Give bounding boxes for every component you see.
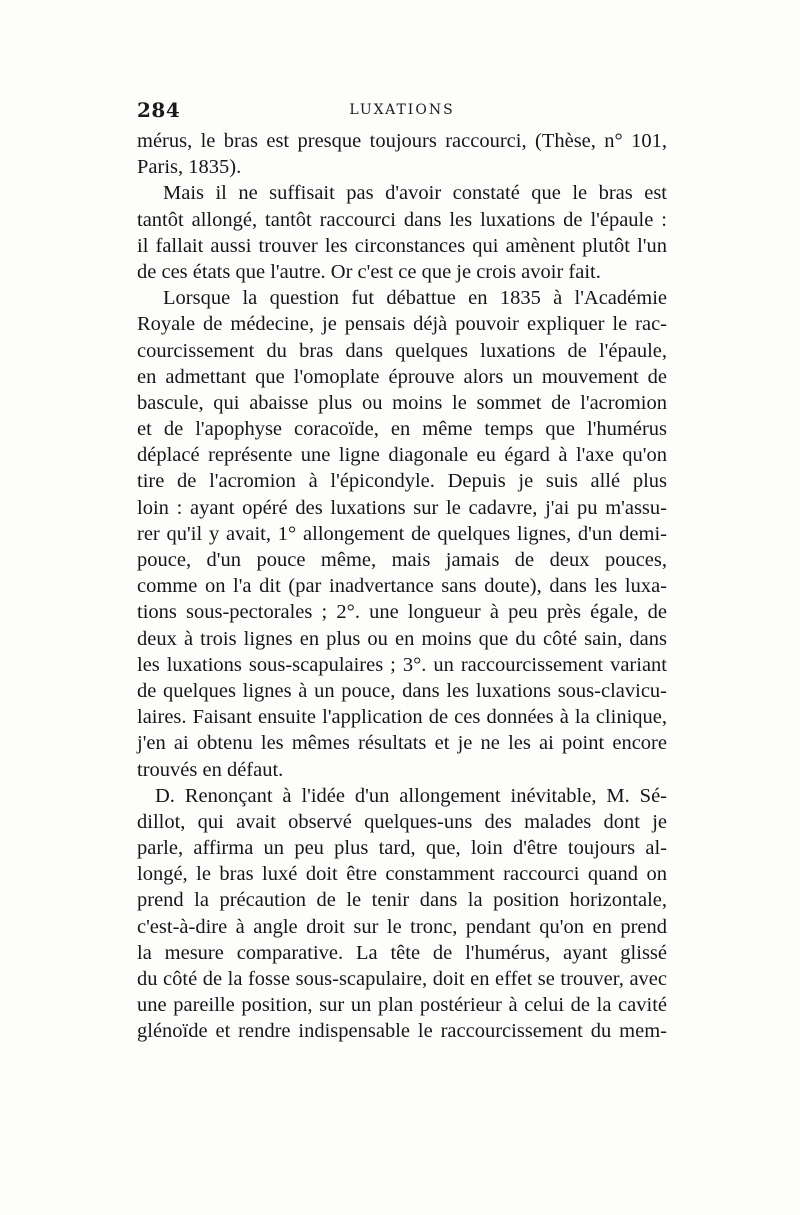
text-line: courcissement du bras dans quelques luxations de l'épaule, — [137, 339, 667, 362]
text-line: glénoïde et rendre indispensable le raccourcissement du mem- — [137, 1020, 667, 1043]
text-line: prend la précaution de le tenir dans la position horizontale, — [137, 889, 667, 912]
text-line: longé, le bras luxé doit être constamment raccourci quand on — [137, 863, 667, 886]
text-line: Mais il ne suffisait pas d'avoir constaté que le bras est — [163, 182, 667, 205]
text-line: Royale de médecine, je pensais déjà pouvoir expliquer le rac- — [137, 313, 667, 336]
text-line: c'est-à-dire à angle droit sur le tronc, pendant qu'on en prend — [137, 915, 667, 938]
text-line: deux à trois lignes en plus ou en moins que du côté sain, dans — [137, 627, 667, 650]
body-text — [137, 128, 667, 1045]
text-line: et de l'apophyse coracoïde, en même temps que l'humérus — [137, 418, 667, 441]
page-number: 284 — [137, 98, 181, 122]
text-line: dillot, qui avait observé quelques-uns des malades dont je — [137, 810, 667, 833]
text-line: du côté de la fosse sous-scapulaire, doit en effet se trouver, avec — [137, 968, 667, 990]
text-line: trouvés en défaut. — [137, 758, 284, 781]
text-line: les luxations sous-scapulaires ; 3°. un raccourcissement variant — [137, 653, 667, 676]
text-line: rer qu'il y avait, 1° allongement de quelques lignes, d'un demi- — [137, 522, 667, 545]
text-line: D. Renonçant à l'idée d'un allongement inévitable, M. Sé- — [155, 784, 667, 807]
text-line: déplacé représente une ligne diagonale eu égard à l'axe qu'on — [137, 444, 667, 467]
text-line: j'en ai obtenu les mêmes résultats et je ne les ai point encore — [137, 732, 667, 755]
page-header — [137, 98, 667, 128]
text-line: tions sous-pectorales ; 2°. une longueur à peu près égale, de — [137, 601, 667, 624]
text-line: laires. Faisant ensuite l'application de ces données à la clinique, — [137, 706, 667, 729]
text-line: Paris, 1835). — [137, 156, 242, 179]
text-line: de quelques lignes à un pouce, dans les luxations sous-clavicu- — [137, 679, 667, 702]
text-line: loin : ayant opéré des luxations sur le cadavre, j'ai pu m'assu- — [137, 496, 667, 519]
text-line: bascule, qui abaisse plus ou moins le sommet de l'acromion — [137, 391, 667, 414]
text-line: tire de l'acromion à l'épicondyle. Depuis je suis allé plus — [137, 470, 667, 493]
text-line: de ces états que l'autre. Or c'est ce que je crois avoir fait. — [137, 260, 601, 283]
text-line: une pareille position, sur un plan postérieur à celui de la cavité — [137, 994, 667, 1017]
text-line: pouce, d'un pouce même, mais jamais de deux pouces, — [137, 549, 667, 571]
text-line: mérus, le bras est presque toujours raccourci, (Thèse, n° 101, — [137, 130, 667, 152]
text-line: tantôt allongé, tantôt raccourci dans les luxations de l'épaule : — [137, 208, 667, 231]
running-head: LUXATIONS — [349, 102, 455, 118]
text-line: il fallait aussi trouver les circonstances qui amènent plutôt l'un — [137, 234, 667, 257]
text-line: en admettant que l'omoplate éprouve alors un mouvement de — [137, 365, 667, 388]
text-line: parle, affirma un peu plus tard, que, loin d'être toujours al- — [137, 837, 667, 860]
text-line: la mesure comparative. La tête de l'humérus, ayant glissé — [137, 941, 667, 964]
text-line: Lorsque la question fut débattue en 1835 à l'Académie — [163, 287, 667, 310]
text-line: comme on l'a dit (par inadvertance sans doute), dans les luxa- — [137, 575, 667, 598]
